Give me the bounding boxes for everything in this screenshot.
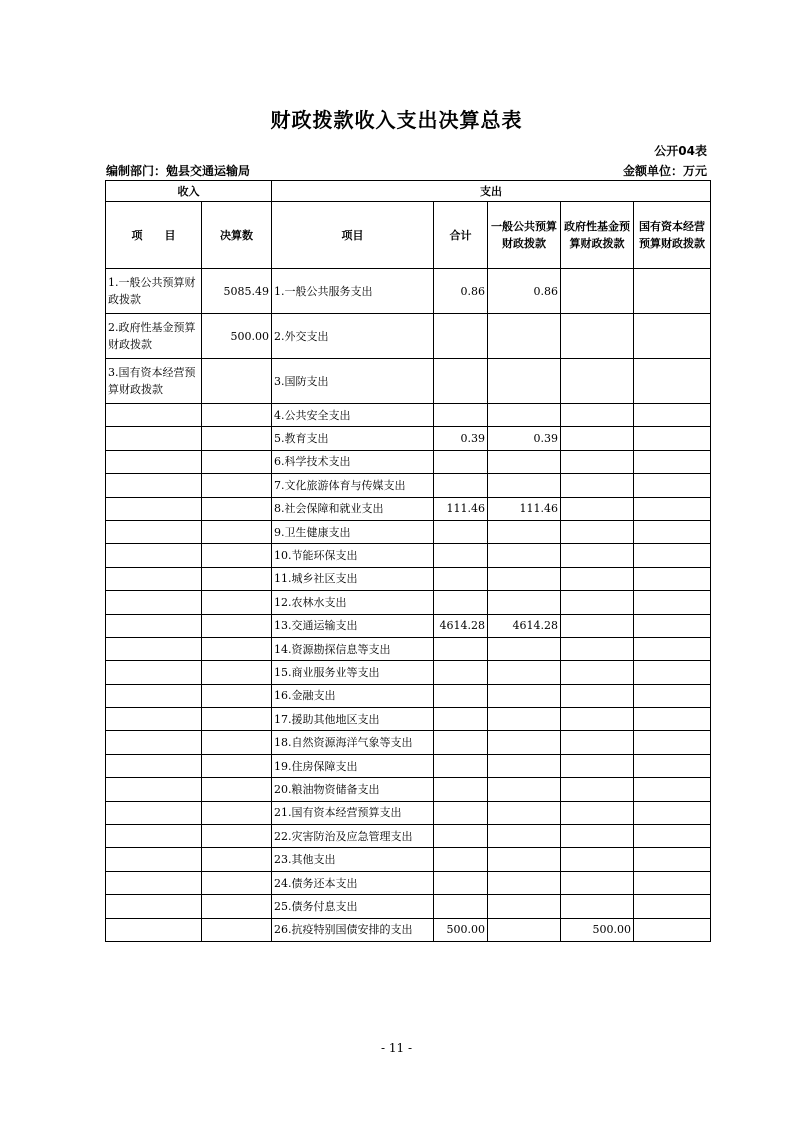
table-row — [106, 731, 711, 754]
income-item-cell — [106, 848, 202, 871]
income-amount-cell — [202, 848, 272, 871]
state-capital-cell — [634, 544, 711, 567]
gov-fund-cell — [561, 497, 634, 520]
general-budget-cell — [488, 359, 561, 404]
budget-table — [105, 180, 711, 942]
expense-item-cell: 24.债务还本支出 — [272, 871, 434, 894]
income-item-cell — [106, 427, 202, 450]
income-item-cell — [106, 567, 202, 590]
expense-item-cell: 13.交通运输支出 — [272, 614, 434, 637]
gov-fund-cell — [561, 591, 634, 614]
general-budget-cell — [488, 544, 561, 567]
income-item-cell — [106, 895, 202, 918]
expense-item-cell: 6.科学技术支出 — [272, 450, 434, 473]
total-header: 合计 — [434, 202, 488, 269]
expense-item-cell: 20.粮油物资储备支出 — [272, 778, 434, 801]
expense-item-cell: 16.金融支出 — [272, 684, 434, 707]
total-cell: 111.46 — [434, 497, 488, 520]
state-capital-cell — [634, 520, 711, 543]
general-budget-cell — [488, 825, 561, 848]
gov-fund-cell — [561, 474, 634, 497]
income-item-cell — [106, 520, 202, 543]
income-amount-cell — [202, 614, 272, 637]
table-row — [106, 895, 711, 918]
expense-item-cell: 26.抗疫特别国债安排的支出 — [272, 918, 434, 941]
gov-fund-cell — [561, 314, 634, 359]
expense-item-cell: 2.外交支出 — [272, 314, 434, 359]
expense-item-cell: 22.灾害防治及应急管理支出 — [272, 825, 434, 848]
expense-item-cell: 25.债务付息支出 — [272, 895, 434, 918]
table-row — [106, 848, 711, 871]
general-budget-cell — [488, 895, 561, 918]
income-amount-cell — [202, 567, 272, 590]
expense-item-cell: 12.农林水支出 — [272, 591, 434, 614]
page-title: 财政拨款收入支出决算总表 — [270, 108, 523, 132]
income-amount-cell — [202, 427, 272, 450]
total-cell: 0.39 — [434, 427, 488, 450]
state-capital-cell — [634, 269, 711, 314]
expense-item-cell: 21.国有资本经营预算支出 — [272, 801, 434, 824]
state-capital-cell — [634, 314, 711, 359]
total-cell: 500.00 — [434, 918, 488, 941]
total-cell — [434, 591, 488, 614]
income-item-cell — [106, 708, 202, 731]
page-number: - 11 - — [380, 1041, 412, 1055]
general-budget-cell: 111.46 — [488, 497, 561, 520]
expense-item-cell: 14.资源勘探信息等支出 — [272, 637, 434, 660]
general-budget-cell: 0.86 — [488, 269, 561, 314]
unit-label: 金额单位：万元 — [622, 164, 707, 178]
income-item-cell — [106, 825, 202, 848]
expense-item-cell: 19.住房保障支出 — [272, 754, 434, 777]
expense-item-cell: 15.商业服务业等支出 — [272, 661, 434, 684]
income-amount-cell — [202, 825, 272, 848]
gov-fund-cell — [561, 708, 634, 731]
income-amount-cell — [202, 708, 272, 731]
table-row — [106, 825, 711, 848]
state-capital-cell — [634, 918, 711, 941]
income-amount-cell: 5085.49 — [202, 269, 272, 314]
state-capital-cell — [634, 801, 711, 824]
gov-fund-cell — [561, 848, 634, 871]
gov-fund-header: 政府性基金预算财政拨款 — [561, 202, 634, 269]
general-budget-cell — [488, 520, 561, 543]
total-cell — [434, 404, 488, 427]
general-budget-cell — [488, 708, 561, 731]
total-cell — [434, 848, 488, 871]
table-row — [106, 269, 711, 314]
department-label: 编制部门：勉县交通运输局 — [106, 164, 251, 178]
general-budget-cell — [488, 754, 561, 777]
table-row — [106, 544, 711, 567]
income-amount-cell: 500.00 — [202, 314, 272, 359]
total-cell: 0.86 — [434, 269, 488, 314]
gov-fund-cell — [561, 637, 634, 660]
gov-fund-cell — [561, 450, 634, 473]
total-cell — [434, 778, 488, 801]
gov-fund-cell — [561, 801, 634, 824]
expense-item-cell: 8.社会保障和就业支出 — [272, 497, 434, 520]
income-amount-cell — [202, 591, 272, 614]
income-item-cell — [106, 754, 202, 777]
total-cell — [434, 544, 488, 567]
income-amount-cell — [202, 359, 272, 404]
gov-fund-cell — [561, 684, 634, 707]
income-amount-cell — [202, 731, 272, 754]
income-item-cell: 2.政府性基金预算财政拨款 — [106, 314, 202, 359]
state-capital-cell — [634, 778, 711, 801]
total-cell — [434, 825, 488, 848]
header-row-top — [106, 181, 711, 202]
expense-item-cell: 5.教育支出 — [272, 427, 434, 450]
income-amount-cell — [202, 497, 272, 520]
total-cell — [434, 731, 488, 754]
income-amount-cell — [202, 450, 272, 473]
state-capital-cell — [634, 567, 711, 590]
table-row — [106, 591, 711, 614]
gov-fund-cell — [561, 895, 634, 918]
total-cell — [434, 567, 488, 590]
income-amount-cell — [202, 754, 272, 777]
total-cell — [434, 637, 488, 660]
general-budget-cell — [488, 684, 561, 707]
general-budget-cell — [488, 918, 561, 941]
gov-fund-cell — [561, 731, 634, 754]
gov-fund-cell — [561, 825, 634, 848]
income-item-cell — [106, 591, 202, 614]
total-cell — [434, 801, 488, 824]
expense-item-cell: 23.其他支出 — [272, 848, 434, 871]
general-budget-cell — [488, 567, 561, 590]
total-cell — [434, 474, 488, 497]
expense-item-cell: 1.一般公共服务支出 — [272, 269, 434, 314]
table-number: 公开04表 — [654, 144, 707, 158]
income-item-cell — [106, 684, 202, 707]
state-capital-cell — [634, 404, 711, 427]
total-cell — [434, 895, 488, 918]
expense-header: 支出 — [272, 181, 711, 202]
total-cell — [434, 359, 488, 404]
general-budget-cell — [488, 450, 561, 473]
table-row — [106, 801, 711, 824]
gov-fund-cell — [561, 567, 634, 590]
total-cell — [434, 520, 488, 543]
expense-item-cell: 17.援助其他地区支出 — [272, 708, 434, 731]
gov-fund-cell — [561, 778, 634, 801]
expense-item-cell: 11.城乡社区支出 — [272, 567, 434, 590]
income-item-cell — [106, 778, 202, 801]
income-item-header: 项 目 — [106, 202, 202, 269]
table-row — [106, 450, 711, 473]
state-capital-cell — [634, 684, 711, 707]
income-item-cell — [106, 871, 202, 894]
expense-item-header: 项目 — [272, 202, 434, 269]
income-item-cell: 3.国有资本经营预算财政拨款 — [106, 359, 202, 404]
gov-fund-cell — [561, 614, 634, 637]
gov-fund-cell — [561, 661, 634, 684]
table-row — [106, 754, 711, 777]
income-item-cell — [106, 404, 202, 427]
table-row — [106, 918, 711, 941]
table-row — [106, 614, 711, 637]
gov-fund-cell — [561, 427, 634, 450]
income-header: 收入 — [106, 181, 272, 202]
table-row — [106, 778, 711, 801]
general-budget-cell — [488, 474, 561, 497]
state-capital-cell — [634, 661, 711, 684]
expense-item-cell: 18.自然资源海洋气象等支出 — [272, 731, 434, 754]
state-capital-cell — [634, 871, 711, 894]
general-budget-cell — [488, 801, 561, 824]
gov-fund-cell: 500.00 — [561, 918, 634, 941]
income-amount-cell — [202, 801, 272, 824]
state-capital-cell — [634, 450, 711, 473]
income-amount-cell — [202, 684, 272, 707]
total-cell — [434, 314, 488, 359]
income-item-cell — [106, 918, 202, 941]
table-row — [106, 497, 711, 520]
table-row — [106, 427, 711, 450]
table-row — [106, 520, 711, 543]
state-capital-cell — [634, 825, 711, 848]
income-amount-cell — [202, 544, 272, 567]
general-budget-cell — [488, 404, 561, 427]
state-capital-cell — [634, 848, 711, 871]
general-budget-cell — [488, 778, 561, 801]
gov-fund-cell — [561, 871, 634, 894]
income-amount-cell — [202, 404, 272, 427]
total-cell — [434, 871, 488, 894]
table-row — [106, 708, 711, 731]
header-row-columns — [106, 202, 711, 269]
income-item-cell — [106, 637, 202, 660]
state-capital-cell — [634, 895, 711, 918]
state-capital-cell — [634, 754, 711, 777]
expense-item-cell: 3.国防支出 — [272, 359, 434, 404]
income-item-cell — [106, 497, 202, 520]
expense-item-cell: 7.文化旅游体育与传媒支出 — [272, 474, 434, 497]
income-item-cell — [106, 731, 202, 754]
table-row — [106, 567, 711, 590]
state-capital-cell — [634, 427, 711, 450]
expense-item-cell: 9.卫生健康支出 — [272, 520, 434, 543]
state-capital-cell — [634, 614, 711, 637]
total-cell: 4614.28 — [434, 614, 488, 637]
gov-fund-cell — [561, 359, 634, 404]
income-amount-cell — [202, 637, 272, 660]
total-cell — [434, 684, 488, 707]
gov-fund-cell — [561, 520, 634, 543]
general-budget-cell — [488, 314, 561, 359]
general-budget-cell — [488, 637, 561, 660]
gov-fund-cell — [561, 544, 634, 567]
gov-fund-cell — [561, 404, 634, 427]
state-capital-cell — [634, 497, 711, 520]
state-capital-cell — [634, 591, 711, 614]
income-amount-cell — [202, 474, 272, 497]
income-amount-cell — [202, 895, 272, 918]
table-row — [106, 871, 711, 894]
income-item-cell: 1.一般公共预算财政拨款 — [106, 269, 202, 314]
income-amount-cell — [202, 918, 272, 941]
income-item-cell — [106, 801, 202, 824]
income-item-cell — [106, 474, 202, 497]
gov-fund-cell — [561, 269, 634, 314]
total-cell — [434, 754, 488, 777]
income-amount-cell — [202, 661, 272, 684]
general-budget-cell: 4614.28 — [488, 614, 561, 637]
income-item-cell — [106, 661, 202, 684]
gov-fund-cell — [561, 754, 634, 777]
income-item-cell — [106, 544, 202, 567]
general-budget-cell — [488, 591, 561, 614]
general-budget-cell — [488, 661, 561, 684]
general-budget-cell — [488, 848, 561, 871]
income-item-cell — [106, 614, 202, 637]
income-item-cell — [106, 450, 202, 473]
state-capital-cell — [634, 359, 711, 404]
table-row — [106, 661, 711, 684]
table-row — [106, 314, 711, 359]
total-cell — [434, 708, 488, 731]
table-row — [106, 637, 711, 660]
total-cell — [434, 450, 488, 473]
table-row — [106, 404, 711, 427]
state-capital-cell — [634, 474, 711, 497]
expense-item-cell: 4.公共安全支出 — [272, 404, 434, 427]
general-budget-cell — [488, 871, 561, 894]
income-amount-cell — [202, 520, 272, 543]
income-amount-cell — [202, 871, 272, 894]
income-amount-cell — [202, 778, 272, 801]
state-capital-cell — [634, 708, 711, 731]
general-budget-cell: 0.39 — [488, 427, 561, 450]
total-cell — [434, 661, 488, 684]
table-row — [106, 474, 711, 497]
general-budget-header: 一般公共预算财政拨款 — [488, 202, 561, 269]
state-capital-header: 国有资本经营预算财政拨款 — [634, 202, 711, 269]
income-amount-header: 决算数 — [202, 202, 272, 269]
table-row — [106, 359, 711, 404]
expense-item-cell: 10.节能环保支出 — [272, 544, 434, 567]
state-capital-cell — [634, 731, 711, 754]
table-row — [106, 684, 711, 707]
general-budget-cell — [488, 731, 561, 754]
state-capital-cell — [634, 637, 711, 660]
